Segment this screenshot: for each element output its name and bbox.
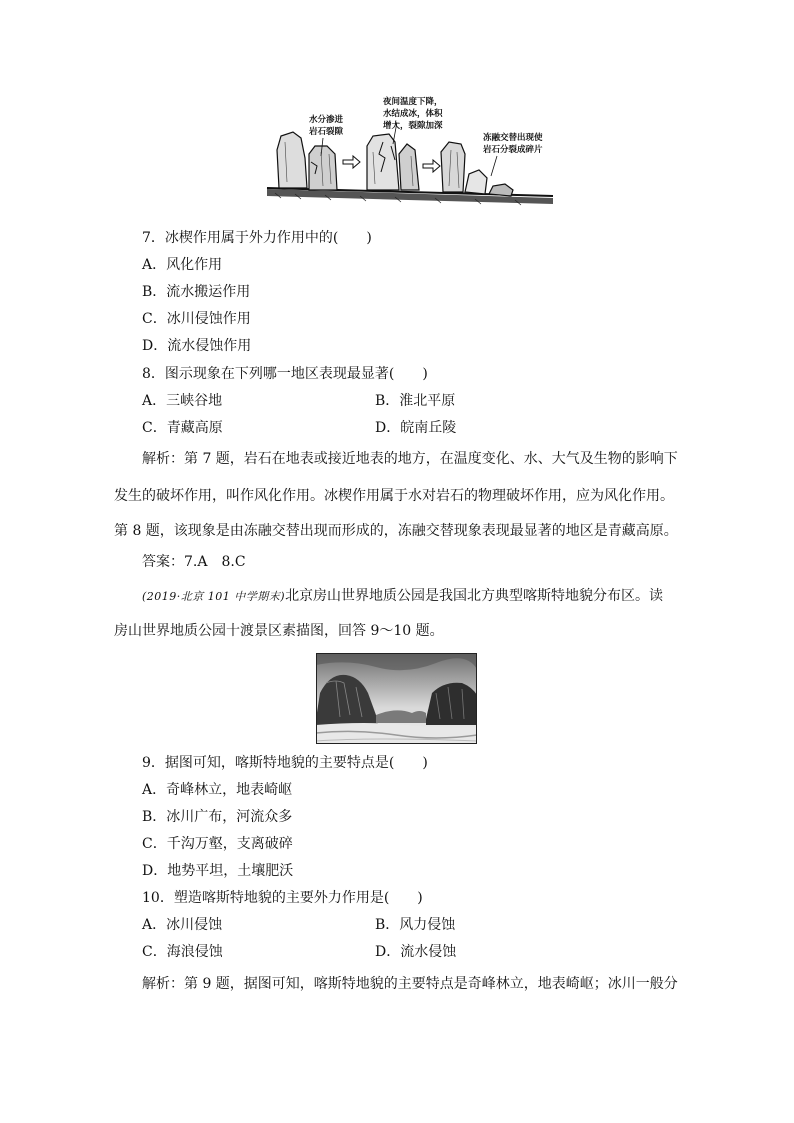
q10-option-c: C．海浪侵蚀 [142,944,223,960]
q7-stem: 7．冰楔作用属于外力作用中的( ) [142,230,372,246]
analysis-line-1: 解析：第 7 题，岩石在地表或接近地表的地方，在温度变化、水、大气及生物的影响下 [142,451,678,467]
q8-option-b: B．淮北平原 [375,393,456,409]
q10-option-b: B．风力侵蚀 [375,917,456,933]
label-seep-line2: 岩石裂隙 [309,127,344,137]
intro-line-1 [142,587,663,606]
q8-option-c: C．青藏高原 [142,420,223,436]
frost-wedging-diagram [265,92,555,214]
label-night-line3: 增大，裂隙加深 [383,121,443,131]
q7-option-a: A．风化作用 [142,257,223,273]
label-freeze-line1: 冻融交替出现使 [483,133,543,143]
q9-option-d: D．地势平坦，土壤肥沃 [142,863,294,879]
answer-line: 答案：7.A 8.C [142,554,246,570]
q7-option-b: B．流水搬运作用 [142,284,251,300]
q8-option-a: A．三峡谷地 [142,393,223,409]
analysis-2-line-1: 解析：第 9 题，据图可知，喀斯特地貌的主要特点是奇峰林立，地表崎岖；冰川一般分 [142,976,678,992]
label-freeze-line2: 岩石分裂成碎片 [483,145,543,155]
q7-option-d: D．流水侵蚀作用 [142,338,252,354]
label-seep-line1: 水分渗进 [309,115,344,125]
q7-option-c: C．冰川侵蚀作用 [142,311,251,327]
q9-option-b: B．冰川广布，河流众多 [142,809,293,825]
karst-landscape-photo [316,653,477,744]
q9-option-c: C．千沟万壑，支离破碎 [142,836,293,852]
q9-option-a: A．奇峰林立，地表崎岖 [142,782,293,798]
q9-stem: 9．据图可知，喀斯特地貌的主要特点是( ) [142,755,428,771]
q8-stem: 8．图示现象在下列哪一地区表现最显著( ) [142,366,428,382]
label-night-line2: 水结成冰，体积 [383,109,443,119]
q10-option-a: A．冰川侵蚀 [142,917,223,933]
question-source: (2019·北京 101 中学期末) [142,590,286,603]
analysis-line-2: 发生的破坏作用，叫作风化作用。冰楔作用属于水对岩石的物理破坏作用，应为风化作用。 [114,488,674,504]
q10-option-d: D．流水侵蚀 [375,944,457,960]
label-night-line1: 夜间温度下降， [383,97,443,107]
intro-line-2: 房山世界地质公园十渡景区素描图，回答 9～10 题。 [114,623,444,639]
intro-text-1: 北京房山世界地质公园是我国北方典型喀斯特地貌分布区。读 [285,588,664,604]
analysis-line-3: 第 8 题，该现象是由冻融交替出现而形成的，冻融交替现象表现最显著的地区是青藏高原。 [114,523,678,539]
q8-option-d: D．皖南丘陵 [375,420,457,436]
q10-stem: 10．塑造喀斯特地貌的主要外力作用是( ) [142,890,423,906]
